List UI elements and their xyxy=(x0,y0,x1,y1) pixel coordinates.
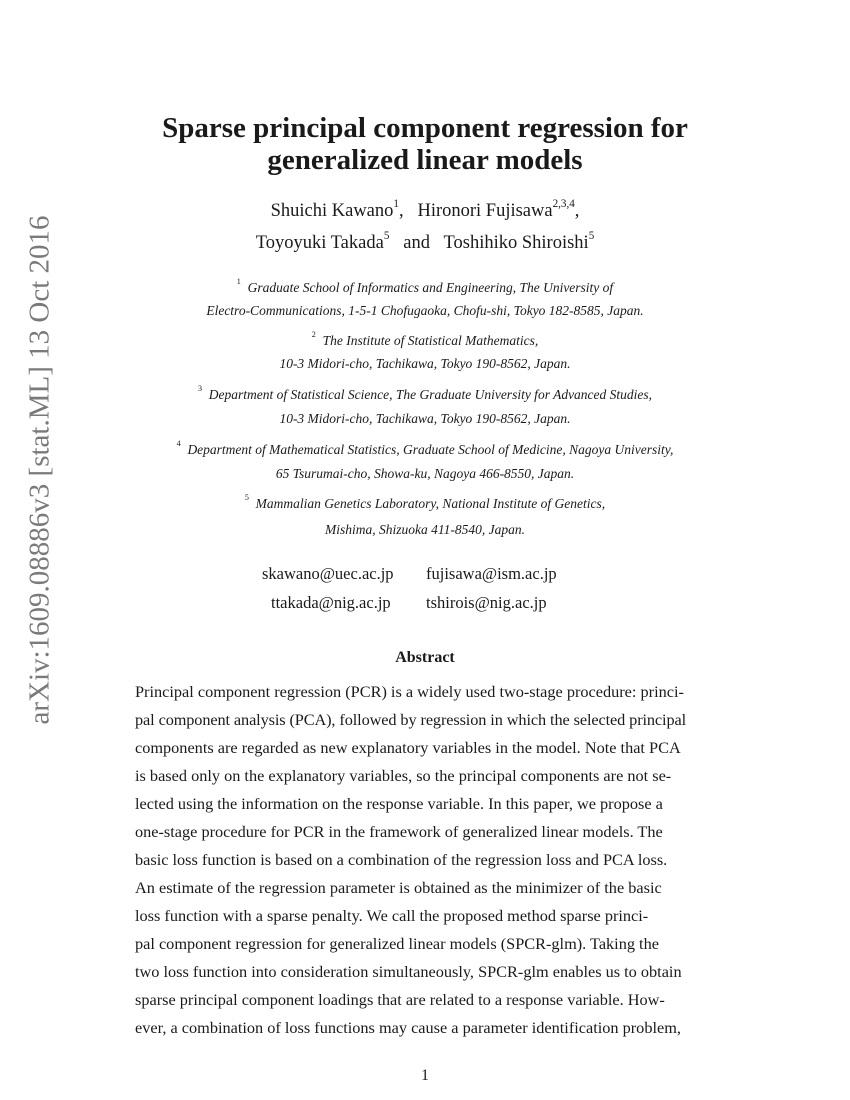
email[interactable]: ttakada@nig.ac.jp xyxy=(271,593,391,612)
abstract-heading: Abstract xyxy=(395,649,455,666)
affiliation-line xyxy=(0,330,850,349)
affiliation-line xyxy=(0,356,850,372)
author-name: Hironori Fujisawa xyxy=(417,201,553,221)
email[interactable]: fujisawa@ism.ac.jp xyxy=(426,564,557,583)
title-line: generalized linear models xyxy=(267,144,583,176)
author-name: Toshihiko Shiroishi xyxy=(443,233,589,253)
affiliation-line xyxy=(0,493,850,512)
abstract-line: components are regarded as new explanatory variables in the model. Note that PCA xyxy=(135,738,681,757)
abstract-line: ever, a combination of loss functions may cause a parameter identification problem, xyxy=(135,1018,681,1037)
author-name: Shuichi Kawano xyxy=(270,201,394,221)
abstract-line: basic loss function is based on a combination of the regression loss and PCA loss. xyxy=(135,850,668,869)
affiliation-sup: 1 xyxy=(236,277,241,286)
affiliation-text: Graduate School of Informatics and Engineering, The University of xyxy=(247,280,614,295)
abstract-line: two loss function into consideration simultaneously, SPCR-glm enables us to obtain xyxy=(135,962,682,981)
affiliation-text: Electro-Communications, 1-5-1 Chofugaoka, Chofu-shi, Tokyo 182-8585, Japan. xyxy=(206,303,644,318)
abstract-line: lected using the information on the response variable. In this paper, we propose a xyxy=(135,794,663,813)
abstract-line: one-stage procedure for PCR in the framework of generalized linear models. The xyxy=(135,822,663,841)
email[interactable]: tshirois@nig.ac.jp xyxy=(426,593,547,612)
affiliation-text: Mishima, Shizuoka 411-8540, Japan. xyxy=(325,522,525,537)
affiliation-sup: 5 xyxy=(244,493,249,502)
and-text: and xyxy=(403,233,430,253)
affiliation-line xyxy=(0,439,850,458)
abstract-line: pal component regression for generalized linear models (SPCR-glm). Taking the xyxy=(135,934,659,953)
abstract-line: sparse principal component loadings that are related to a response variable. How- xyxy=(135,990,665,1009)
email[interactable]: skawano@uec.ac.jp xyxy=(262,564,394,583)
affiliation-text: Department of Statistical Science, The Graduate University for Advanced Studies, xyxy=(208,387,653,402)
author-sup: 2,3,4 xyxy=(552,198,575,210)
page-number: 1 xyxy=(421,1067,429,1084)
affiliation-text: Department of Mathematical Statistics, Graduate School of Medicine, Nagoya University, xyxy=(187,442,674,457)
affiliation-line xyxy=(0,466,850,482)
author-sup: 5 xyxy=(383,230,390,242)
affiliation-line xyxy=(0,411,850,427)
affiliation-text: Mammalian Genetics Laboratory, National Institute of Genetics, xyxy=(255,496,606,511)
arxiv-stamp: arXiv:1609.08886v3 [stat.ML] 13 Oct 2016 xyxy=(23,215,56,725)
affiliation-text: 65 Tsurumai-cho, Showa-ku, Nagoya 466-8550, Japan. xyxy=(275,466,575,481)
affiliation-text: 10-3 Midori-cho, Tachikawa, Tokyo 190-8562, Japan. xyxy=(279,411,571,426)
author-line-2 xyxy=(0,230,850,254)
affiliation-text: 10-3 Midori-cho, Tachikawa, Tokyo 190-8562, Japan. xyxy=(279,356,571,371)
author-sup: 5 xyxy=(588,230,595,242)
affiliation-line xyxy=(0,303,850,319)
author-name: Toyoyuki Takada xyxy=(255,233,384,253)
affiliation-line xyxy=(0,384,850,403)
affiliation-line xyxy=(0,277,850,296)
affiliation-sup: 3 xyxy=(197,384,202,393)
affiliation-text: The Institute of Statistical Mathematics, xyxy=(322,333,539,348)
abstract-line: Principal component regression (PCR) is a widely used two-stage procedure: princi- xyxy=(135,682,684,701)
abstract-line: An estimate of the regression parameter is obtained as the minimizer of the basic xyxy=(135,878,662,897)
author-line-1: Shuichi Kawano$^1$, Hironori Fujisawa$^{2,3,4}$, xyxy=(270,198,580,221)
abstract-line: pal component analysis (PCA), followed by regression in which the selected principal xyxy=(135,710,686,729)
paper-title xyxy=(0,112,850,176)
affiliation-sup: 4 xyxy=(176,439,181,448)
abstract-line: is based only on the explanatory variables, so the principal components are not se- xyxy=(135,766,672,785)
author-sup: 1 xyxy=(393,198,399,210)
abstract-line: loss function with a sparse penalty. We call the proposed method sparse princi- xyxy=(135,906,649,925)
title-line: Sparse principal component regression for xyxy=(162,112,688,144)
affiliation-sup: 2 xyxy=(311,330,316,339)
affiliation-line xyxy=(0,522,850,538)
